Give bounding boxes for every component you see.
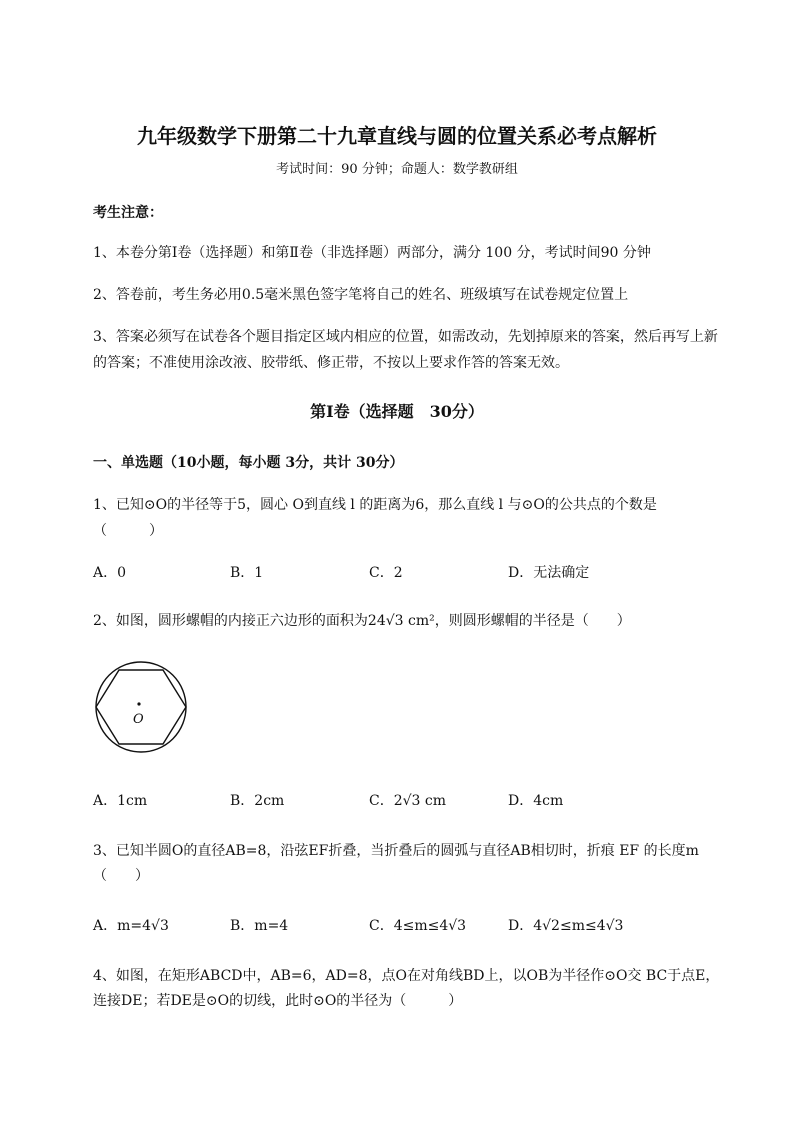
q1-option-d[interactable]: D．无法确定 (508, 565, 590, 581)
question-1-paren: （ ） (93, 523, 163, 539)
q3-option-a[interactable]: A．m=4√3 (93, 918, 169, 934)
q2-option-c[interactable]: C．2√3 cm (369, 793, 447, 809)
q1-option-a[interactable]: A．0 (93, 565, 127, 581)
notice-item-3-cont: 的答案；不准使用涂改液、胶带纸、修正带，不按以上要求作答的答案无效。 (93, 355, 569, 371)
q2-option-a[interactable]: A．1cm (93, 793, 148, 809)
page-title: 九年级数学下册第二十九章直线与圆的位置关系必考点解析 (137, 124, 657, 148)
q1-option-b[interactable]: B．1 (230, 565, 264, 581)
q2-option-b[interactable]: B．2cm (230, 793, 285, 809)
question-3-paren: （ ） (93, 868, 149, 884)
question-1-text: 1、已知⊙O的半径等于5，圆心 O到直线 l 的距离为6，那么直线 l 与⊙O的公共点的个数是 (93, 497, 657, 513)
notice-item-3: 3、答案必须写在试卷各个题目指定区域内相应的位置，如需改动，先划掉原来的答案，然后再写上新 (93, 329, 718, 345)
hexagon-shape (96, 670, 186, 744)
q3-option-d[interactable]: D．4√2≤m≤4√3 (508, 918, 624, 934)
q3-option-c[interactable]: C．4≤m≤4√3 (369, 918, 467, 934)
hexagon-in-circle-figure (94, 660, 190, 756)
center-point (137, 702, 140, 705)
notice-item-1: 1、本卷分第Ⅰ卷（选择题）和第Ⅱ卷（非选择题）两部分，满分 100 分，考试时间90 分钟 (93, 245, 651, 261)
part-heading: 一、单选题（10小题，每小题 3分，共计 30分） (93, 455, 404, 471)
q2-option-d[interactable]: D．4cm (508, 793, 564, 809)
center-label: O (133, 712, 144, 727)
question-4-text-cont: 连接DE；若DE是⊙O的切线，此时⊙O的半径为（ ） (93, 993, 463, 1009)
q3-option-b[interactable]: B．m=4 (230, 918, 289, 934)
q1-option-c[interactable]: C．2 (369, 565, 403, 581)
question-3-text: 3、已知半圆O的直径AB=8，沿弦EF折叠，当折叠后的圆弧与直径AB相切时，折痕 EF 的长度m (93, 843, 699, 859)
question-2-text: 2、如图，圆形螺帽的内接正六边形的面积为24√3 cm²，则圆形螺帽的半径是（ ） (93, 613, 631, 629)
notice-item-2: 2、答卷前，考生务必用0.5毫米黑色签字笔将自己的姓名、班级填写在试卷规定位置上 (93, 287, 629, 303)
exam-info: 考试时间：90 分钟；命题人：数学教研组 (276, 162, 518, 177)
circle-shape (96, 662, 186, 752)
notice-heading: 考生注意： (93, 205, 163, 221)
question-4-text: 4、如图，在矩形ABCD中，AB=6，AD=8，点O在对角线BD上，以OB为半径作⊙O交 BC于点E， (93, 968, 720, 984)
section-title: 第Ⅰ卷（选择题 30分） (310, 402, 484, 421)
